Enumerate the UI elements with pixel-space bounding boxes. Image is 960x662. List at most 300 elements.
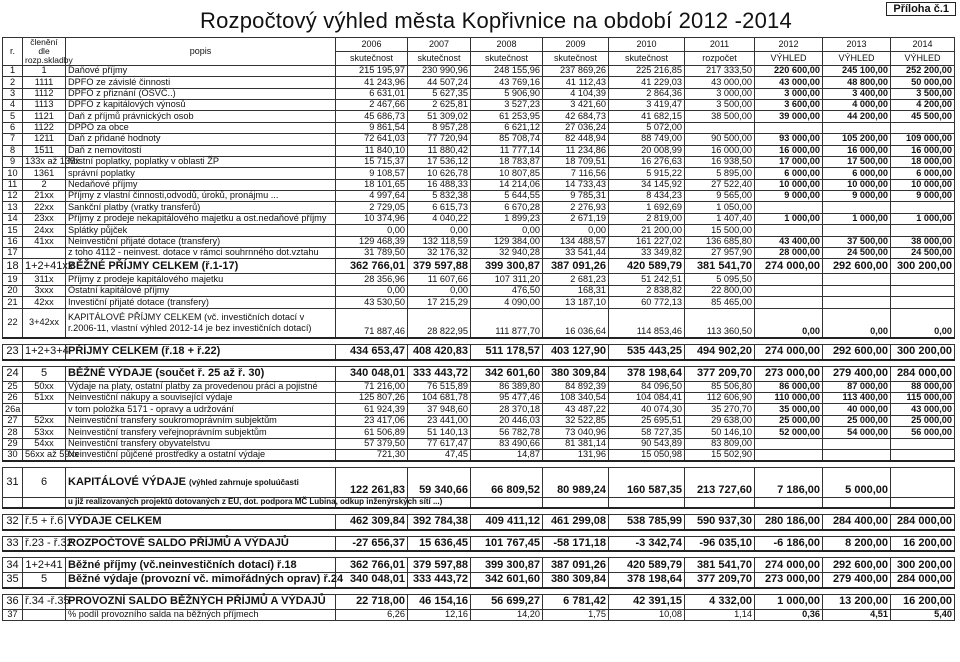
table-row [3, 427, 955, 438]
value-cell [685, 122, 755, 133]
row-description: Daňové příjmy [66, 65, 336, 76]
value-cell: 5 072,00 [609, 122, 685, 133]
value-cell: 20 446,03 [471, 415, 543, 426]
budget-class: 53xx [23, 427, 66, 438]
value-cell: 3 419,47 [609, 99, 685, 110]
budget-class: 54xx [23, 438, 66, 449]
value-cell: 215 195,97 [336, 65, 408, 76]
value-cell: 292 600,00 [823, 345, 891, 360]
value-cell: 3 000,00 [755, 88, 823, 99]
value-cell: 0,00 [408, 225, 471, 236]
value-cell: 52 000,00 [755, 427, 823, 438]
value-cell: 77 617,47 [408, 438, 471, 449]
value-cell [823, 497, 891, 508]
table-row [3, 259, 955, 274]
value-cell: 14,20 [471, 609, 543, 620]
value-cell: 494 902,20 [685, 345, 755, 360]
value-cell: 9 861,54 [336, 122, 408, 133]
value-cell: 1 000,00 [755, 594, 823, 609]
value-cell: -6 186,00 [755, 536, 823, 551]
value-cell: 17 500,00 [823, 156, 891, 167]
value-cell: 1,75 [543, 609, 609, 620]
value-cell: 409 411,12 [471, 515, 543, 530]
value-cell: 6 670,28 [471, 202, 543, 213]
value-cell: 399 300,87 [471, 558, 543, 573]
value-cell [891, 274, 955, 285]
value-cell: 284 000,00 [891, 515, 955, 530]
value-cell: 1 000,00 [891, 213, 955, 224]
row-description: Neinvestiční nákupy a související výdaje [66, 392, 336, 403]
value-cell: 300 200,00 [891, 345, 955, 360]
table-row [3, 381, 955, 392]
table-row [3, 573, 955, 588]
col-2006: 2006 [336, 38, 408, 52]
col-2008: 2008 [471, 38, 543, 52]
row-description: DPFO z přiznání (OSVČ..) [66, 88, 336, 99]
value-cell: 51 242,51 [609, 274, 685, 285]
value-cell: 51 140,13 [408, 427, 471, 438]
value-cell: 14 733,43 [543, 179, 609, 190]
row-description: Neinvestiční transfery obyvatelstvu [66, 438, 336, 449]
table-row [3, 515, 955, 530]
row-description: Daň z přidané hodnoty [66, 134, 336, 145]
value-cell: 273 000,00 [755, 573, 823, 588]
value-cell: 11 840,10 [336, 145, 408, 156]
value-cell: 9 108,57 [336, 168, 408, 179]
table-row [3, 179, 955, 190]
budget-class: 133x až 135x [23, 156, 66, 167]
value-cell: 511 178,57 [471, 345, 543, 360]
budget-class: 1361 [23, 168, 66, 179]
value-cell: 16 200,00 [891, 536, 955, 551]
value-cell: 274 000,00 [755, 558, 823, 573]
budget-class: 1+2+3+4 [23, 345, 66, 360]
value-cell: 5 895,00 [685, 168, 755, 179]
table-row [3, 248, 955, 259]
value-cell: 1 899,23 [471, 213, 543, 224]
row-description: DPPO za obce [66, 122, 336, 133]
value-cell: 33 349,82 [609, 248, 685, 259]
value-cell: 333 443,72 [408, 573, 471, 588]
value-cell: 20 008,99 [609, 145, 685, 156]
value-cell: 280 186,00 [755, 515, 823, 530]
value-cell [891, 438, 955, 449]
value-cell: 59 340,66 [408, 467, 471, 497]
value-cell: 15 500,00 [685, 225, 755, 236]
value-cell: 28 370,18 [471, 404, 543, 415]
value-cell: 61 924,39 [336, 404, 408, 415]
value-cell: 9 000,00 [755, 191, 823, 202]
col-class: členění dle rozp.skladby [23, 38, 66, 66]
value-cell: 0,00 [891, 308, 955, 338]
value-cell: 37 500,00 [823, 236, 891, 247]
budget-table [2, 37, 955, 621]
value-cell: 15 636,45 [408, 536, 471, 551]
value-cell: 43 769,16 [471, 77, 543, 88]
value-cell: 462 309,84 [336, 515, 408, 530]
value-cell: 77 720,94 [408, 134, 471, 145]
budget-class: 1121 [23, 111, 66, 122]
value-cell: 125 807,26 [336, 392, 408, 403]
value-cell: 16 036,64 [543, 308, 609, 338]
value-cell: -3 342,74 [609, 536, 685, 551]
row-description: ROZPOČTOVÉ SALDO PŘÍJMŮ A VÝDAJŮ [66, 536, 336, 551]
row-description: u již realizovaných projektů dotovaných z EU, dot. podpora MČ Lubina, odkup inženýrských sítí ...) [66, 497, 336, 508]
budget-class: 1122 [23, 122, 66, 133]
value-cell: 0,00 [408, 285, 471, 296]
value-cell: 2 729,05 [336, 202, 408, 213]
row-description: VÝDAJE CELKEM [66, 515, 336, 530]
value-cell [755, 202, 823, 213]
value-cell: 24 500,00 [891, 248, 955, 259]
value-cell: 0,00 [471, 225, 543, 236]
value-cell: 43 487,22 [543, 404, 609, 415]
row-number: 13 [3, 202, 23, 213]
value-cell: 11 234,86 [543, 145, 609, 156]
col-2007: 2007 [408, 38, 471, 52]
value-cell: 88 000,00 [891, 381, 955, 392]
value-cell: 2 467,66 [336, 99, 408, 110]
table-row [3, 404, 955, 415]
value-cell: 50 146,10 [685, 427, 755, 438]
value-cell: 161 227,02 [609, 236, 685, 247]
row-number: 10 [3, 168, 23, 179]
value-cell: 80 989,24 [543, 467, 609, 497]
value-cell: 377 209,70 [685, 573, 755, 588]
budget-class: 1112 [23, 88, 66, 99]
table-row [3, 88, 955, 99]
table-row [3, 345, 955, 360]
value-cell: 10 000,00 [891, 179, 955, 190]
value-cell: 4 997,64 [336, 191, 408, 202]
value-cell: 108 340,54 [543, 392, 609, 403]
value-cell [823, 274, 891, 285]
table-row [3, 225, 955, 236]
value-cell: 25 000,00 [823, 415, 891, 426]
table-row [3, 134, 955, 145]
value-cell: 32 940,28 [471, 248, 543, 259]
budget-class: 22xx [23, 202, 66, 213]
value-cell: 292 600,00 [823, 558, 891, 573]
value-cell: 2 681,23 [543, 274, 609, 285]
value-cell: 71 887,46 [336, 308, 408, 338]
row-number: 34 [3, 558, 23, 573]
budget-class: 1211 [23, 134, 66, 145]
value-cell: 11 880,42 [408, 145, 471, 156]
value-cell: 342 601,60 [471, 366, 543, 381]
attachment-badge: Příloha č.1 [886, 2, 956, 16]
budget-class: 1 [23, 65, 66, 76]
value-cell: 22 718,00 [336, 594, 408, 609]
col-sub: skutečnost [408, 51, 471, 65]
value-cell [823, 297, 891, 308]
value-cell: 16 000,00 [823, 145, 891, 156]
row-description: PŘÍJMY CELKEM (ř.18 + ř.22) [66, 345, 336, 360]
table-row [3, 415, 955, 426]
row-number: 14 [3, 213, 23, 224]
value-cell: 4 000,00 [823, 99, 891, 110]
value-cell: 284 400,00 [823, 515, 891, 530]
value-cell [755, 438, 823, 449]
value-cell: 10 000,00 [823, 179, 891, 190]
value-cell: 85 465,00 [685, 297, 755, 308]
value-cell: 5 915,22 [609, 168, 685, 179]
row-description: Místní poplatky, poplatky v oblasti ŽP [66, 156, 336, 167]
value-cell: 1 000,00 [823, 213, 891, 224]
budget-class [23, 497, 66, 508]
value-cell: 3 421,60 [543, 99, 609, 110]
value-cell: 0,00 [755, 308, 823, 338]
row-description: Neinvestiční přijaté dotace (transfery) [66, 236, 336, 247]
value-cell: 381 541,70 [685, 558, 755, 573]
value-cell: 110 000,00 [755, 392, 823, 403]
row-number: 12 [3, 191, 23, 202]
value-cell: 71 216,00 [336, 381, 408, 392]
col-desc: popis [66, 38, 336, 66]
value-cell: 46 154,16 [408, 594, 471, 609]
value-cell: 9 000,00 [891, 191, 955, 202]
value-cell: 72 641,03 [336, 134, 408, 145]
value-cell: 14 214,06 [471, 179, 543, 190]
value-cell: 39 000,00 [755, 111, 823, 122]
row-number: 2 [3, 77, 23, 88]
col-2010: 2010 [609, 38, 685, 52]
row-number: 21 [3, 297, 23, 308]
table-row [3, 191, 955, 202]
value-cell: 237 869,26 [543, 65, 609, 76]
value-cell: 420 589,79 [609, 558, 685, 573]
value-cell: 3 527,23 [471, 99, 543, 110]
value-cell: 8 434,23 [609, 191, 685, 202]
row-number: 33 [3, 536, 23, 551]
value-cell: 399 300,87 [471, 259, 543, 274]
value-cell: 48 800,00 [823, 77, 891, 88]
value-cell: 9 785,31 [543, 191, 609, 202]
value-cell: 18 000,00 [891, 156, 955, 167]
value-cell [823, 438, 891, 449]
row-description: Neinvestiční transfery soukromoprávním subjektům [66, 415, 336, 426]
value-cell: 54 000,00 [823, 427, 891, 438]
value-cell: 9 000,00 [823, 191, 891, 202]
value-cell: 274 000,00 [755, 345, 823, 360]
value-cell: 2 671,19 [543, 213, 609, 224]
value-cell: 31 789,50 [336, 248, 408, 259]
value-cell: 16 000,00 [685, 145, 755, 156]
value-cell: 28 822,95 [408, 308, 471, 338]
value-cell: 10 000,00 [755, 179, 823, 190]
value-cell [823, 285, 891, 296]
value-cell: 4 090,00 [471, 297, 543, 308]
value-cell: 24 500,00 [823, 248, 891, 259]
value-cell: 27 957,90 [685, 248, 755, 259]
value-cell: 378 198,64 [609, 573, 685, 588]
budget-class [23, 609, 66, 620]
row-description: v tom položka 5171 - opravy a udržování [66, 404, 336, 415]
row-description: DPFO ze závislé činnosti [66, 77, 336, 88]
value-cell: 6 000,00 [891, 168, 955, 179]
value-cell: 104 681,78 [408, 392, 471, 403]
row-description: Příjmy z prodeje kapitálového majetku [66, 274, 336, 285]
value-cell [891, 449, 955, 460]
value-cell: 6 000,00 [823, 168, 891, 179]
value-cell: 2 864,36 [609, 88, 685, 99]
value-cell: 88 749,00 [609, 134, 685, 145]
value-cell: 403 127,90 [543, 345, 609, 360]
value-cell: 35 000,00 [755, 404, 823, 415]
value-cell: 273 000,00 [755, 366, 823, 381]
value-cell: 38 500,00 [685, 111, 755, 122]
value-cell: 28 356,96 [336, 274, 408, 285]
value-cell: 279 400,00 [823, 366, 891, 381]
row-number [3, 497, 23, 508]
value-cell: 61 506,89 [336, 427, 408, 438]
row-number: 25 [3, 381, 23, 392]
value-cell: 43 000,00 [685, 77, 755, 88]
value-cell: 81 381,14 [543, 438, 609, 449]
value-cell: 95 477,46 [471, 392, 543, 403]
budget-class: 3+42xx [23, 308, 66, 338]
col-2009: 2009 [543, 38, 609, 52]
row-description: Neinvestiční transfery veřejnoprávním subjektům [66, 427, 336, 438]
table-row [3, 202, 955, 213]
value-cell: 42 391,15 [609, 594, 685, 609]
budget-class: 21xx [23, 191, 66, 202]
value-cell [891, 122, 955, 133]
row-description: DPFO z kapitálových výnosů [66, 99, 336, 110]
value-cell: 43 400,00 [755, 236, 823, 247]
value-cell: 274 000,00 [755, 259, 823, 274]
value-cell: 590 937,30 [685, 515, 755, 530]
value-cell [823, 225, 891, 236]
table-row [3, 366, 955, 381]
value-cell: -27 656,37 [336, 536, 408, 551]
value-cell: 85 708,74 [471, 134, 543, 145]
budget-class: ř.5 + ř.6 [23, 515, 66, 530]
value-cell: 16 000,00 [891, 145, 955, 156]
value-cell: 387 091,26 [543, 558, 609, 573]
row-number: 26 [3, 392, 23, 403]
row-description-text: KAPITÁLOVÉ VÝDAJE [68, 475, 186, 488]
table-row [3, 145, 955, 156]
value-cell: 18 101,65 [336, 179, 408, 190]
value-cell: 230 990,96 [408, 65, 471, 76]
value-cell: 84 892,39 [543, 381, 609, 392]
value-cell: 292 600,00 [823, 259, 891, 274]
page-title: Rozpočtový výhled města Kopřivnice na období 2012 -2014 [200, 8, 792, 33]
value-cell: 160 587,35 [609, 467, 685, 497]
value-cell: 50 000,00 [891, 77, 955, 88]
row-number: 6 [3, 122, 23, 133]
col-2011: 2011 [685, 38, 755, 52]
table-row [3, 99, 955, 110]
value-cell: 41 243,96 [336, 77, 408, 88]
table-row [3, 594, 955, 609]
col-2014: 2014 [891, 38, 955, 52]
value-cell: 2 838,82 [609, 285, 685, 296]
value-cell: 113 360,50 [685, 308, 755, 338]
value-cell: 5 000,00 [823, 467, 891, 497]
value-cell: 4 040,22 [408, 213, 471, 224]
budget-class: 2 [23, 179, 66, 190]
budget-class: 6 [23, 467, 66, 497]
value-cell: 23 417,06 [336, 415, 408, 426]
value-cell: 38 000,00 [891, 236, 955, 247]
value-cell: 5 644,55 [471, 191, 543, 202]
value-cell: 380 309,84 [543, 366, 609, 381]
table-row [3, 156, 955, 167]
value-cell: 10 374,96 [336, 213, 408, 224]
value-cell: 16 200,00 [891, 594, 955, 609]
row-number: 30 [3, 449, 23, 460]
value-cell [891, 467, 955, 497]
value-cell: 42 684,73 [543, 111, 609, 122]
value-cell: 44 507,24 [408, 77, 471, 88]
table-row [3, 168, 955, 179]
value-cell: 56 699,27 [471, 594, 543, 609]
value-cell: 476,50 [471, 285, 543, 296]
value-cell: 300 200,00 [891, 259, 955, 274]
budget-class [23, 404, 66, 415]
value-cell: 122 261,83 [336, 467, 408, 497]
row-number: 1 [3, 65, 23, 76]
value-cell: 16 488,33 [408, 179, 471, 190]
value-cell: 6,26 [336, 609, 408, 620]
value-cell: 83 490,66 [471, 438, 543, 449]
value-cell: 340 048,01 [336, 366, 408, 381]
value-cell: 28 000,00 [755, 248, 823, 259]
row-number: 20 [3, 285, 23, 296]
value-cell: 58 727,35 [609, 427, 685, 438]
value-cell: 131,96 [543, 449, 609, 460]
value-cell: 2 625,81 [408, 99, 471, 110]
value-cell: 217 333,50 [685, 65, 755, 76]
col-sub: skutečnost [609, 51, 685, 65]
value-cell: 76 515,89 [408, 381, 471, 392]
row-description: z toho 4112 - neinvest. dotace v rámci souhrnného dot.vztahu [66, 248, 336, 259]
col-sub: skutečnost [543, 51, 609, 65]
col-sub: skutečnost [471, 51, 543, 65]
row-description: Neinvestiční půjčené prostředky a ostatní výdaje [66, 449, 336, 460]
budget-class: 1511 [23, 145, 66, 156]
row-number: 18 [3, 259, 23, 274]
value-cell: 381 541,70 [685, 259, 755, 274]
value-cell: 23 441,00 [408, 415, 471, 426]
value-cell: 27 522,40 [685, 179, 755, 190]
value-cell: 105 200,00 [823, 134, 891, 145]
row-description [66, 467, 336, 497]
row-number: 22 [3, 308, 23, 338]
value-cell: 461 299,08 [543, 515, 609, 530]
budget-class: 3xxx [23, 285, 66, 296]
value-cell: 252 200,00 [891, 65, 955, 76]
value-cell: 115 000,00 [891, 392, 955, 403]
value-cell: 387 091,26 [543, 259, 609, 274]
budget-class: ř.23 - ř.32 [23, 536, 66, 551]
value-cell: 379 597,88 [408, 259, 471, 274]
row-number: 19 [3, 274, 23, 285]
value-cell: 33 541,44 [543, 248, 609, 259]
value-cell: 112 606,90 [685, 392, 755, 403]
value-cell: 101 767,45 [471, 536, 543, 551]
row-description: Daň z příjmů právnických osob [66, 111, 336, 122]
value-cell: 392 784,38 [408, 515, 471, 530]
value-cell: 5,40 [891, 609, 955, 620]
row-number: 15 [3, 225, 23, 236]
value-cell: 40 074,30 [609, 404, 685, 415]
value-cell: 104 084,41 [609, 392, 685, 403]
row-number: 3 [3, 88, 23, 99]
row-description: Investiční přijaté dotace (transfery) [66, 297, 336, 308]
